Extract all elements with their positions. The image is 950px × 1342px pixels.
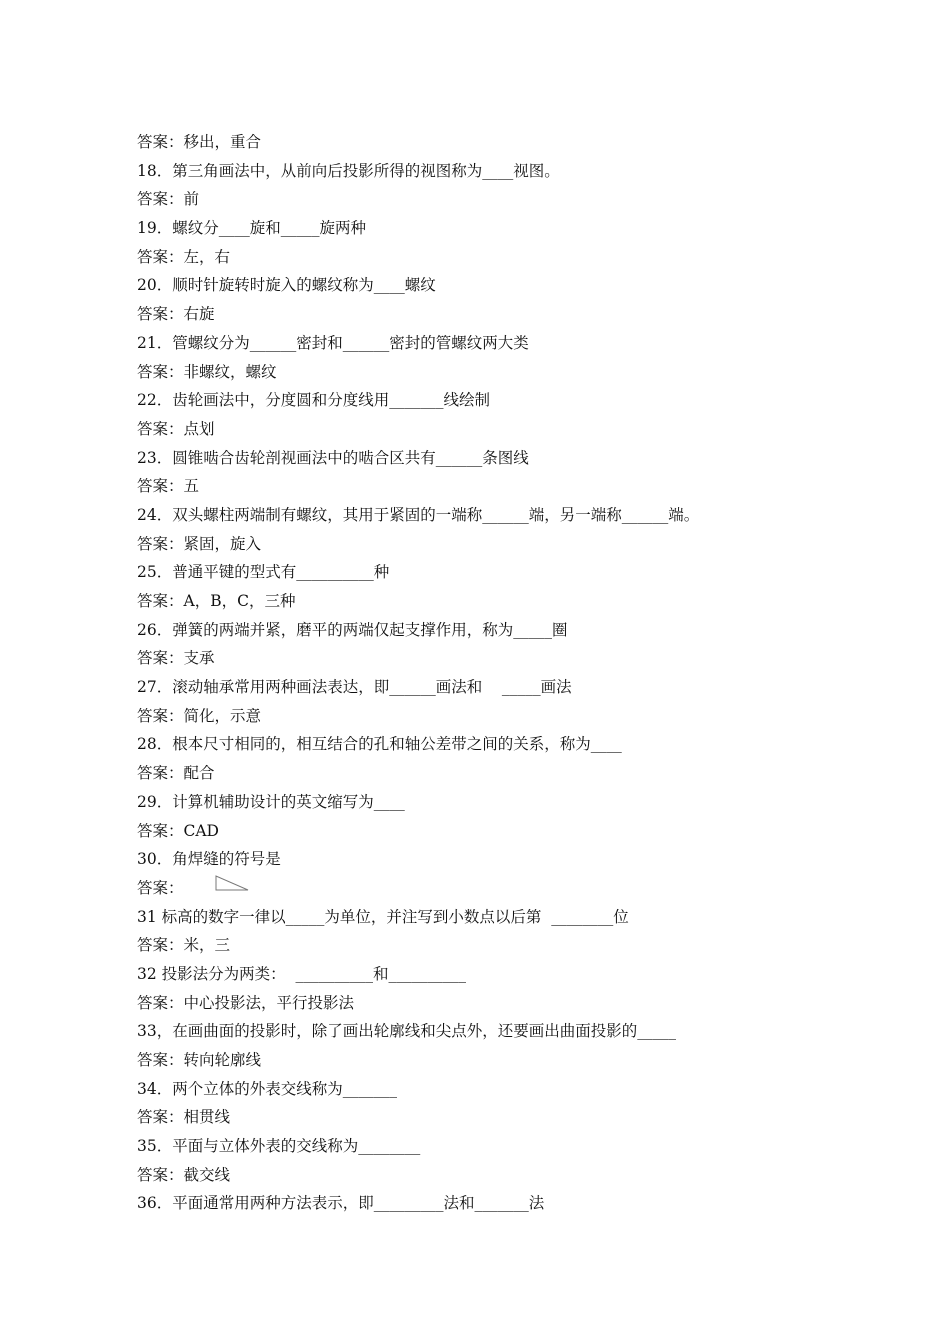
question-line: 18．第三角画法中，从前向后投影所得的视图称为____视图。 <box>137 161 560 180</box>
question-line: 19．螺纹分____旋和_____旋两种 <box>137 219 366 238</box>
answer-line: 答案：非螺纹，螺纹 <box>137 362 277 381</box>
question-line: 34．两个立体的外表交线称为_______ <box>137 1079 397 1098</box>
question-line: 22．齿轮画法中，分度圆和分度线用_______线绘制 <box>137 391 490 410</box>
question-line: 32 投影法分为两类： __________和__________ <box>137 964 467 983</box>
question-line: 21．管螺纹分为______密封和______密封的管螺纹两大类 <box>137 333 529 352</box>
question-line: 24．双头螺柱两端制有螺纹，其用于紧固的一端称______端，另一端称______端。 <box>137 505 700 524</box>
answer-line: 答案：米，三 <box>137 936 231 955</box>
answer-line: 答案：紧固，旋入 <box>137 534 262 553</box>
answer-line-with-symbol <box>137 874 837 903</box>
answer-line: 答案：前 <box>137 190 200 209</box>
question-line: 28．根本尺寸相同的，相互结合的孔和轴公差带之间的关系，称为____ <box>137 735 622 754</box>
answer-label: 答案： <box>137 878 184 897</box>
question-line: 30．角焊缝的符号是 <box>137 850 281 869</box>
answer-line: 答案：五 <box>137 477 200 496</box>
answer-line: 答案：中心投影法，平行投影法 <box>137 993 355 1012</box>
answer-line: 答案：CAD <box>137 821 219 840</box>
answer-line: 答案：点划 <box>137 419 215 438</box>
question-line: 25．普通平键的型式有__________种 <box>137 563 390 582</box>
fillet-weld-symbol-icon <box>214 875 250 891</box>
answer-line: 答案：截交线 <box>137 1165 231 1184</box>
question-line: 33，在画曲面的投影时，除了画出轮廓线和尖点外，还要画出曲面投影的_____ <box>137 1022 676 1041</box>
question-line: 36．平面通常用两种方法表示，即_________法和_______法 <box>137 1194 545 1213</box>
answer-line: 答案：简化，示意 <box>137 706 262 725</box>
answer-line: 答案：转向轮廓线 <box>137 1051 262 1069</box>
question-line: 26．弹簧的两端并紧，磨平的两端仅起支撑作用，称为_____圈 <box>137 620 568 639</box>
question-line: 29．计算机辅助设计的英文缩写为____ <box>137 792 405 811</box>
answer-line: 答案：A，B，C，三种 <box>137 592 296 610</box>
answer-line: 答案：右旋 <box>137 305 215 324</box>
question-line: 35．平面与立体外表的交线称为________ <box>137 1137 421 1156</box>
question-line: 31 标高的数字一律以_____为单位，并注写到小数点以后第 ________位 <box>137 907 629 926</box>
answer-line: 答案：配合 <box>137 764 215 783</box>
answer-line: 答案：支承 <box>137 649 215 668</box>
question-line: 27．滚动轴承常用两种画法表达，即______画法和 _____画法 <box>137 678 572 697</box>
text-line: 答案：移出，重合 <box>137 133 262 151</box>
question-line: 20．顺时针旋转时旋入的螺纹称为____螺纹 <box>137 276 436 295</box>
question-line: 23．圆锥啮合齿轮剖视画法中的啮合区共有______条图线 <box>137 448 529 467</box>
answer-line: 答案：左，右 <box>137 247 231 266</box>
answer-line: 答案：相贯线 <box>137 1108 231 1127</box>
document-page <box>137 128 837 1218</box>
